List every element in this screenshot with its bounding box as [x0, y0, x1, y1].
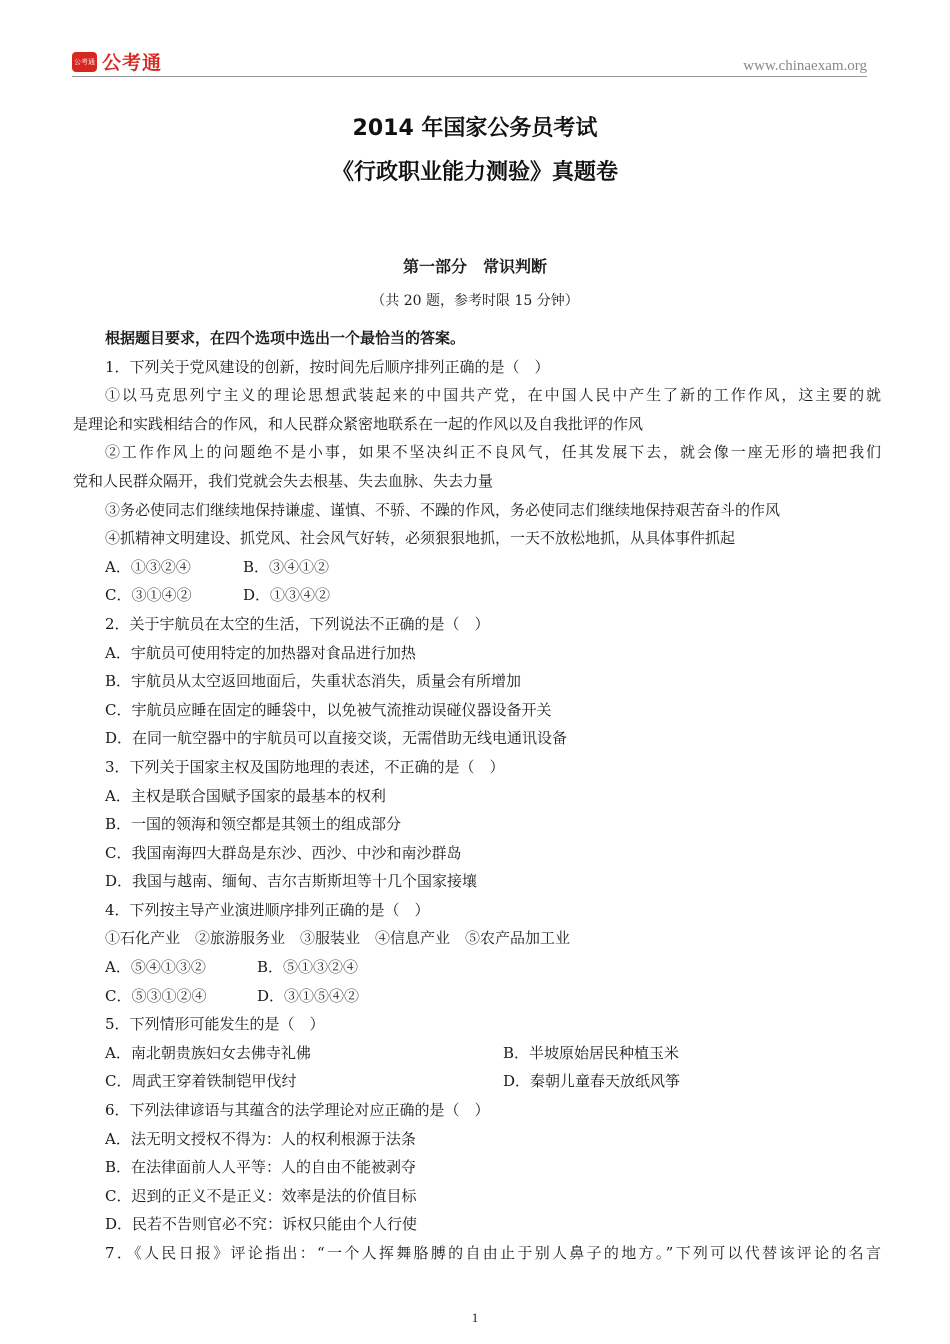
q5-option-d[interactable]: D．秦朝儿童春天放纸风筝: [503, 1072, 681, 1091]
q1-options-ab: [73, 553, 881, 582]
q4-option-b[interactable]: B．⑤①③②④: [257, 958, 359, 977]
q1-option-c[interactable]: C．③①④②: [105, 586, 192, 605]
q5-option-a[interactable]: A．南北朝贵族妇女去佛寺礼佛: [105, 1043, 311, 1062]
q5-option-c[interactable]: C．周武王穿着铁制铠甲伐纣: [105, 1072, 297, 1091]
q6-option-c[interactable]: C．迟到的正义不是正义：效率是法的价值目标: [105, 1186, 417, 1205]
brand-logo[interactable]: [72, 48, 162, 75]
q2-option-d[interactable]: D．在同一航空器中的宇航员可以直接交谈，无需借助无线电通讯设备: [105, 729, 568, 748]
q5-options-ab: [73, 1039, 881, 1068]
page-number: 1: [471, 1310, 479, 1325]
site-url[interactable]: www.chinaexam.org: [743, 58, 867, 74]
logo-text: 公考通: [102, 52, 163, 74]
q7-stem: 7．《人民日报》评论指出：“一个人挥舞胳膊的自由止于别人鼻子的地方。”下列可以代替该评论的名言: [105, 1244, 881, 1262]
q1-stem: 1．下列关于党风建设的创新，按时间先后顺序排列正确的是（ ）: [105, 357, 550, 376]
q3-option-c[interactable]: C．我国南海四大群岛是东沙、西沙、中沙和南沙群岛: [105, 843, 462, 862]
q4-stem: 4．下列按主导产业演进顺序排列正确的是（ ）: [105, 900, 430, 919]
q1-option-d[interactable]: D．①③④②: [243, 586, 331, 605]
q5-option-b[interactable]: B．半坡原始居民种植玉米: [503, 1043, 680, 1062]
q2-option-b[interactable]: B．宇航员从太空返回地面后，失重状态消失，质量会有所增加: [105, 672, 522, 691]
q6-option-b[interactable]: B．在法律面前人人平等：人的自由不能被剥夺: [105, 1158, 417, 1177]
q1-option-a[interactable]: A．①③②④: [105, 557, 191, 576]
q3-option-d[interactable]: D．我国与越南、缅甸、吉尔吉斯斯坦等十几个国家接壤: [105, 872, 478, 891]
part-title: 第一部分 常识判断: [402, 257, 547, 276]
q1-statement-1b: 是理论和实践相结合的作风，和人民群众紧密地联系在一起的作风以及自我批评的作风: [73, 414, 644, 433]
q4-options-ab: [73, 953, 881, 982]
q6-stem: 6．下列法律谚语与其蕴含的法学理论对应正确的是（ ）: [105, 1101, 490, 1120]
header-divider: [72, 76, 867, 77]
q1-statement-1a: ①以马克思列宁主义的理论思想武装起来的中国共产党，在中国人民中产生了新的工作作风，这主要的就: [105, 386, 881, 405]
q3-option-a[interactable]: A．主权是联合国赋予国家的最基本的权利: [105, 786, 386, 805]
q6-option-a[interactable]: A．法无明文授权不得为：人的权利根源于法条: [105, 1129, 416, 1148]
q1-option-b[interactable]: B．③④①②: [243, 557, 330, 576]
q1-statement-4: ④抓精神文明建设、抓党风、社会风气好转，必须狠狠地抓，一天不放松地抓，从具体事件抓起: [105, 529, 736, 548]
q1-statement-2b: 党和人民群众隔开，我们党就会失去根基、失去血脉、失去力量: [73, 471, 494, 490]
q1-statement-2a: ②工作作风上的问题绝不是小事，如果不坚决纠正不良风气，任其发展下去，就会像一座无形的墙把我们: [105, 443, 881, 462]
q4-option-a[interactable]: A．⑤④①③②: [105, 958, 206, 977]
q5-stem: 5．下列情形可能发生的是（ ）: [105, 1015, 325, 1034]
q2-option-a[interactable]: A．宇航员可使用特定的加热器对食品进行加热: [105, 643, 416, 662]
q4-option-c[interactable]: C．⑤③①②④: [105, 986, 207, 1005]
q2-stem: 2．关于宇航员在太空的生活，下列说法不正确的是（ ）: [105, 614, 490, 633]
q5-options-cd: [73, 1067, 881, 1096]
doc-title-line2: 《行政职业能力测验》真题卷: [331, 160, 618, 185]
q4-items: ①石化产业 ②旅游服务业 ③服装业 ④信息产业 ⑤农产品加工业: [105, 929, 571, 948]
part-subtitle: （共 20 题，参考时限 15 分钟）: [371, 293, 579, 309]
logo-badge-icon: 公考通: [72, 52, 97, 72]
q3-option-b[interactable]: B．一国的领海和领空都是其领土的组成部分: [105, 815, 402, 834]
q1-options-cd: [73, 581, 881, 610]
q6-option-d[interactable]: D．民若不告则官必不究：诉权只能由个人行使: [105, 1215, 418, 1234]
q4-options-cd: [73, 982, 881, 1011]
page-header: [0, 0, 950, 80]
question-content: [73, 324, 881, 1268]
q2-option-c[interactable]: C．宇航员应睡在固定的睡袋中，以免被气流推动误碰仪器设备开关: [105, 700, 552, 719]
q4-option-d[interactable]: D．③①⑤④②: [257, 986, 360, 1005]
q1-statement-3: ③务必使同志们继续地保持谦虚、谨慎、不骄、不躁的作风，务必使同志们继续地保持艰苦奋斗的作风: [105, 500, 781, 519]
doc-title-line1: 2014 年国家公务员考试: [352, 116, 598, 141]
instruction: 根据题目要求，在四个选项中选出一个最恰当的答案。: [105, 329, 466, 347]
q3-stem: 3．下列关于国家主权及国防地理的表述，不正确的是（ ）: [105, 757, 505, 776]
